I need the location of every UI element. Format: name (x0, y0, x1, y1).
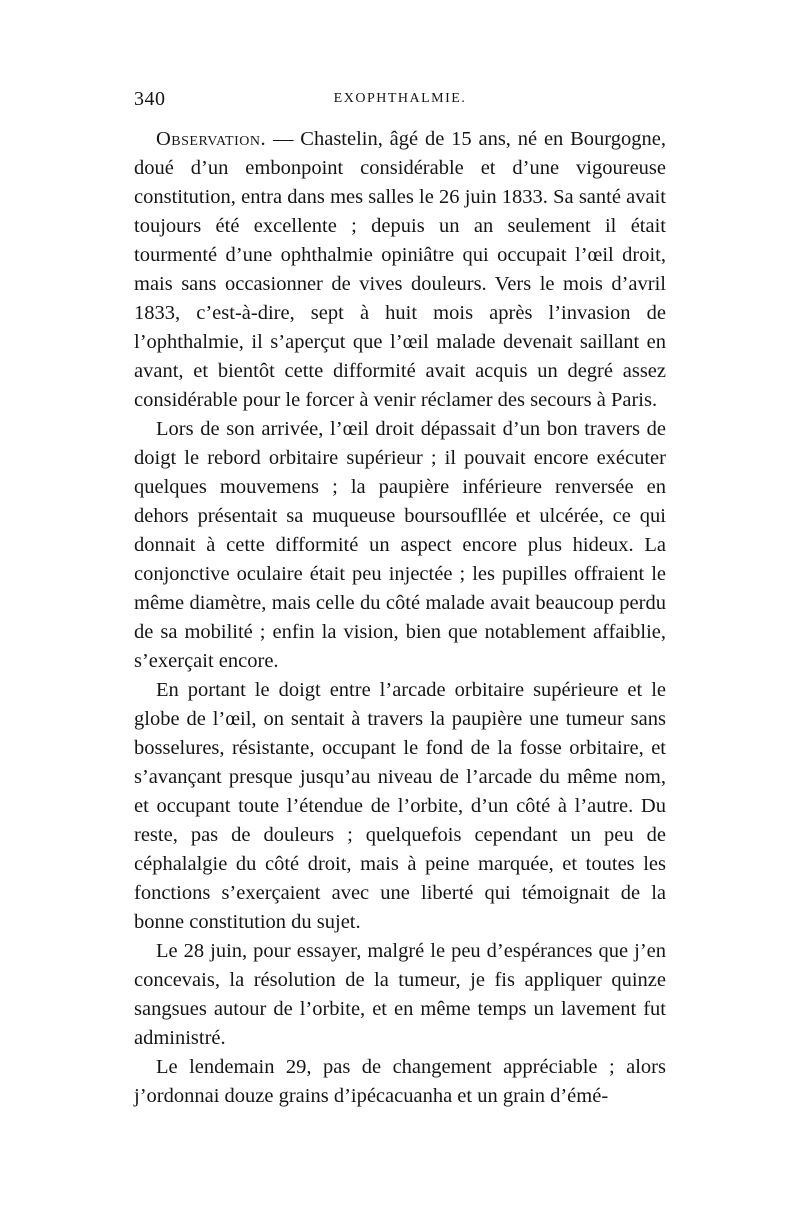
paragraph-observation-text: — Chastelin, âgé de 15 ans, né en Bourgogne, doué d’un embonpoint considérable et d’une vigoureuse constitution, entra dans mes salles le 26 juin 1833. Sa santé avait toujours été excellente ; depuis un an seulement il était tourmenté d’une ophthalmie opiniâtre qui occupait l’œil droit, mais sans occasionner de vives douleurs. Vers le mois d’avril 1833, c’est-à-dire, sept à huit mois après l’invasion de l’ophthalmie, il s’aperçut que l’œil malade devenait saillant en avant, et bientôt cette difformité avait acquis un degré assez considérable pour le forcer à venir réclamer des secours à Paris. (134, 128, 666, 411)
observation-lead-in: Observation. (156, 128, 267, 150)
paragraph-examination: En portant le doigt entre l’arcade orbitaire supérieure et le globe de l’œil, on sentait à travers la paupière une tumeur sans bosselures, résistante, occupant le fond de la fosse orbitaire, et s’avançant presque jusqu’au niveau de l’arcade du même nom, et occupant toute l’étendue de l’orbite, d’un côté à l’autre. Du reste, pas de douleurs ; quelquefois cependant un peu de céphalalgie du côté droit, mais à peine marquée, et toutes les fonctions s’exerçaient avec une liberté qui témoignait de la bonne constitution du sujet. (134, 679, 666, 933)
body-text (134, 125, 666, 1111)
running-title: EXOPHTHALMIE. (333, 91, 467, 106)
paragraph-observation (134, 125, 666, 415)
paragraph-june-29: Le lendemain 29, pas de changement appréciable ; alors j’ordonnai douze grains d’ipécacuanha et un grain d’émé- (134, 1056, 666, 1107)
page-header (134, 88, 666, 112)
paragraph-june-28: Le 28 juin, pour essayer, malgré le peu d’espérances que j’en concevais, la résolution de la tumeur, je fis appliquer quinze sangsues autour de l’orbite, et en même temps un lavement fut administré. (134, 940, 666, 1049)
page-number: 340 (134, 88, 166, 110)
paragraph-arrival: Lors de son arrivée, l’œil droit dépassait d’un bon travers de doigt le rebord orbitaire supérieur ; il pouvait encore exécuter quelques mouvemens ; la paupière inférieure renversée en dehors présentait sa muqueuse boursoufllée et ulcérée, ce qui donnait à cette difformité un aspect encore plus hideux. La conjonctive oculaire était peu injectée ; les pupilles offraient le même diamètre, mais celle du côté malade avait beaucoup perdu de sa mobilité ; enfin la vision, bien que notablement affaiblie, s’exerçait encore. (134, 418, 666, 672)
